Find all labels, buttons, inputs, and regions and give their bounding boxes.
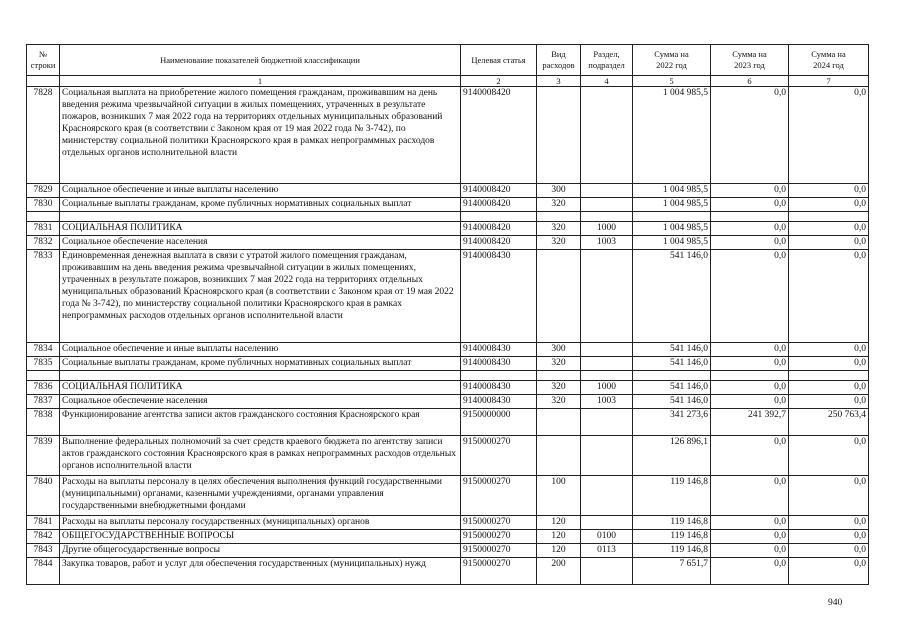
header-sum-2022: Сумма на 2022 год bbox=[633, 45, 711, 76]
table-row bbox=[27, 558, 869, 585]
row-sum-2024: 0,0 bbox=[789, 516, 869, 530]
row-target-article: 9150000270 bbox=[461, 436, 537, 476]
row-expense-type: 300 bbox=[537, 184, 581, 198]
row-name: СОЦИАЛЬНАЯ ПОЛИТИКА bbox=[60, 381, 461, 395]
row-expense-type bbox=[537, 87, 581, 184]
table-row bbox=[27, 250, 869, 343]
row-name: Социальные выплаты гражданам, кроме публичных нормативных социальных выплат bbox=[60, 198, 461, 212]
table-row bbox=[27, 222, 869, 236]
row-number: 7831 bbox=[27, 222, 60, 236]
row-section bbox=[581, 357, 633, 371]
spacer-cell bbox=[60, 371, 461, 381]
spacer-cell bbox=[461, 371, 537, 381]
spacer-cell bbox=[27, 371, 60, 381]
row-sum-2024: 0,0 bbox=[789, 343, 869, 357]
spacer-cell bbox=[581, 371, 633, 381]
header-row-number: № строки bbox=[27, 45, 60, 76]
row-sum-2023: 0,0 bbox=[711, 530, 789, 544]
row-sum-2023: 0,0 bbox=[711, 250, 789, 343]
row-number: 7836 bbox=[27, 381, 60, 395]
row-number: 7844 bbox=[27, 558, 60, 585]
header-row bbox=[27, 45, 869, 76]
row-sum-2024: 0,0 bbox=[789, 476, 869, 516]
row-target-article: 9150000000 bbox=[461, 409, 537, 436]
table-body bbox=[27, 87, 869, 585]
row-sum-2022: 1 004 985,5 bbox=[633, 87, 711, 184]
row-section bbox=[581, 436, 633, 476]
row-expense-type bbox=[537, 409, 581, 436]
row-expense-type: 320 bbox=[537, 198, 581, 212]
header-sum-2024: Сумма на 2024 год bbox=[789, 45, 869, 76]
row-number: 7841 bbox=[27, 516, 60, 530]
row-target-article: 9140008420 bbox=[461, 87, 537, 184]
row-sum-2024: 0,0 bbox=[789, 357, 869, 371]
row-sum-2024: 0,0 bbox=[789, 530, 869, 544]
row-target-article: 9140008430 bbox=[461, 381, 537, 395]
row-number: 7828 bbox=[27, 87, 60, 184]
spacer-row bbox=[27, 371, 869, 381]
row-section: 0100 bbox=[581, 530, 633, 544]
row-sum-2023: 0,0 bbox=[711, 476, 789, 516]
row-number: 7839 bbox=[27, 436, 60, 476]
row-sum-2024: 0,0 bbox=[789, 236, 869, 250]
row-sum-2024: 0,0 bbox=[789, 87, 869, 184]
row-section bbox=[581, 87, 633, 184]
column-number: 7 bbox=[789, 76, 869, 87]
table-row bbox=[27, 530, 869, 544]
row-expense-type: 200 bbox=[537, 558, 581, 585]
row-section bbox=[581, 476, 633, 516]
row-sum-2022: 119 146,8 bbox=[633, 530, 711, 544]
column-number: 1 bbox=[60, 76, 461, 87]
row-sum-2023: 0,0 bbox=[711, 381, 789, 395]
table-row bbox=[27, 357, 869, 371]
row-target-article: 9150000270 bbox=[461, 558, 537, 585]
spacer-row bbox=[27, 212, 869, 222]
row-sum-2022: 119 146,8 bbox=[633, 476, 711, 516]
row-sum-2022: 341 273,6 bbox=[633, 409, 711, 436]
row-sum-2022: 541 146,0 bbox=[633, 381, 711, 395]
row-expense-type: 320 bbox=[537, 222, 581, 236]
spacer-cell bbox=[581, 212, 633, 222]
table-row bbox=[27, 544, 869, 558]
spacer-cell bbox=[537, 212, 581, 222]
header-sum-2023: Сумма на 2023 год bbox=[711, 45, 789, 76]
row-sum-2023: 0,0 bbox=[711, 87, 789, 184]
row-sum-2022: 541 146,0 bbox=[633, 395, 711, 409]
row-name: Единовременная денежная выплата в связи с утратой жилого помещения гражданам, проживавшим на день введения режима чрезвычайной ситуации в жилых помещениях, утраченных в результате пожаров, возникших 7 мая 2022 года на территориях отдельных муниципальных образований Красноярского края (в соответствии с Законом края от 19 мая 2022 года № 3-742), по министерству социальной политики Красноярского края в рамках непрограммных расходов отдельных органов исполнительной власти bbox=[60, 250, 461, 343]
row-section: 1000 bbox=[581, 381, 633, 395]
header-name: Наименование показателей бюджетной классификации bbox=[60, 45, 461, 76]
row-sum-2024: 0,0 bbox=[789, 558, 869, 585]
row-sum-2024: 0,0 bbox=[789, 544, 869, 558]
row-sum-2023: 0,0 bbox=[711, 184, 789, 198]
row-section bbox=[581, 516, 633, 530]
spacer-cell bbox=[27, 212, 60, 222]
row-section: 0113 bbox=[581, 544, 633, 558]
row-sum-2023: 0,0 bbox=[711, 222, 789, 236]
row-number: 7840 bbox=[27, 476, 60, 516]
header-target-article: Целевая статья bbox=[461, 45, 537, 76]
row-name: Социальное обеспечение и иные выплаты населению bbox=[60, 184, 461, 198]
row-number: 7829 bbox=[27, 184, 60, 198]
row-name: Социальное обеспечение и иные выплаты населению bbox=[60, 343, 461, 357]
row-number: 7843 bbox=[27, 544, 60, 558]
column-number: 6 bbox=[711, 76, 789, 87]
row-name: Расходы на выплаты персоналу в целях обеспечения выполнения функций государственными (муниципальными) органами, казенными учреждениями, органами управления государственными внебюджетными фондами bbox=[60, 476, 461, 516]
spacer-cell bbox=[711, 371, 789, 381]
row-number: 7830 bbox=[27, 198, 60, 212]
table-row bbox=[27, 184, 869, 198]
table-row bbox=[27, 476, 869, 516]
row-name: Закупка товаров, работ и услуг для обеспечения государственных (муниципальных) нужд bbox=[60, 558, 461, 585]
row-sum-2023: 0,0 bbox=[711, 516, 789, 530]
table-row bbox=[27, 236, 869, 250]
row-expense-type: 100 bbox=[537, 476, 581, 516]
row-section bbox=[581, 558, 633, 585]
row-section bbox=[581, 198, 633, 212]
budget-table bbox=[26, 44, 869, 585]
spacer-cell bbox=[461, 212, 537, 222]
spacer-cell bbox=[633, 371, 711, 381]
row-sum-2023: 0,0 bbox=[711, 236, 789, 250]
row-number: 7832 bbox=[27, 236, 60, 250]
row-target-article: 9150000270 bbox=[461, 476, 537, 516]
spacer-cell bbox=[60, 212, 461, 222]
table-row bbox=[27, 343, 869, 357]
table-row bbox=[27, 436, 869, 476]
row-number: 7833 bbox=[27, 250, 60, 343]
row-sum-2023: 0,0 bbox=[711, 436, 789, 476]
row-expense-type: 120 bbox=[537, 544, 581, 558]
row-sum-2023: 0,0 bbox=[711, 558, 789, 585]
row-target-article: 9150000270 bbox=[461, 516, 537, 530]
row-target-article: 9140008420 bbox=[461, 222, 537, 236]
spacer-cell bbox=[537, 371, 581, 381]
row-expense-type bbox=[537, 436, 581, 476]
row-expense-type: 120 bbox=[537, 530, 581, 544]
table-row bbox=[27, 381, 869, 395]
row-section bbox=[581, 409, 633, 436]
row-sum-2024: 0,0 bbox=[789, 250, 869, 343]
page-number: 940 bbox=[828, 598, 843, 608]
row-section bbox=[581, 343, 633, 357]
row-section bbox=[581, 184, 633, 198]
row-target-article: 9140008430 bbox=[461, 357, 537, 371]
table-row bbox=[27, 409, 869, 436]
column-number-row bbox=[27, 76, 869, 87]
row-sum-2023: 0,0 bbox=[711, 198, 789, 212]
row-sum-2023: 241 392,7 bbox=[711, 409, 789, 436]
table-row bbox=[27, 198, 869, 212]
row-expense-type: 320 bbox=[537, 381, 581, 395]
row-sum-2024: 0,0 bbox=[789, 395, 869, 409]
spacer-cell bbox=[633, 212, 711, 222]
row-sum-2023: 0,0 bbox=[711, 343, 789, 357]
column-number: 5 bbox=[633, 76, 711, 87]
column-number bbox=[27, 76, 60, 87]
row-sum-2022: 126 896,1 bbox=[633, 436, 711, 476]
row-target-article: 9140008420 bbox=[461, 198, 537, 212]
row-sum-2024: 0,0 bbox=[789, 436, 869, 476]
row-target-article: 9140008430 bbox=[461, 343, 537, 357]
row-section: 1003 bbox=[581, 395, 633, 409]
row-name: Расходы на выплаты персоналу государственных (муниципальных) органов bbox=[60, 516, 461, 530]
budget-table-container bbox=[26, 44, 869, 585]
column-number: 2 bbox=[461, 76, 537, 87]
row-section: 1000 bbox=[581, 222, 633, 236]
row-sum-2022: 541 146,0 bbox=[633, 357, 711, 371]
row-target-article: 9150000270 bbox=[461, 530, 537, 544]
row-sum-2024: 0,0 bbox=[789, 198, 869, 212]
table-row bbox=[27, 395, 869, 409]
row-name: Социальное обеспечение населения bbox=[60, 395, 461, 409]
table-row bbox=[27, 516, 869, 530]
row-name: Выполнение федеральных полномочий за счет средств краевого бюджета по агентству записи актов гражданского состояния Красноярского края в рамках непрограммных расходов отдельных органов исполнительной власти bbox=[60, 436, 461, 476]
row-sum-2022: 1 004 985,5 bbox=[633, 222, 711, 236]
row-expense-type: 320 bbox=[537, 357, 581, 371]
row-sum-2022: 1 004 985,5 bbox=[633, 236, 711, 250]
spacer-cell bbox=[789, 212, 869, 222]
row-sum-2022: 119 146,8 bbox=[633, 516, 711, 530]
row-number: 7835 bbox=[27, 357, 60, 371]
row-name: Социальное обеспечение населения bbox=[60, 236, 461, 250]
row-sum-2023: 0,0 bbox=[711, 395, 789, 409]
row-target-article: 9140008420 bbox=[461, 236, 537, 250]
row-sum-2023: 0,0 bbox=[711, 544, 789, 558]
row-section: 1003 bbox=[581, 236, 633, 250]
header-expense-type: Вид расходов bbox=[537, 45, 581, 76]
row-target-article: 9140008430 bbox=[461, 250, 537, 343]
column-number: 3 bbox=[537, 76, 581, 87]
row-sum-2023: 0,0 bbox=[711, 357, 789, 371]
row-target-article: 9140008430 bbox=[461, 395, 537, 409]
row-expense-type: 300 bbox=[537, 343, 581, 357]
row-expense-type bbox=[537, 250, 581, 343]
row-sum-2024: 0,0 bbox=[789, 222, 869, 236]
row-sum-2024: 0,0 bbox=[789, 184, 869, 198]
table-row bbox=[27, 87, 869, 184]
row-sum-2022: 1 004 985,5 bbox=[633, 198, 711, 212]
row-name: ОБЩЕГОСУДАРСТВЕННЫЕ ВОПРОСЫ bbox=[60, 530, 461, 544]
row-sum-2022: 119 146,8 bbox=[633, 544, 711, 558]
row-sum-2024: 0,0 bbox=[789, 381, 869, 395]
row-sum-2022: 7 651,7 bbox=[633, 558, 711, 585]
row-section bbox=[581, 250, 633, 343]
row-sum-2022: 1 004 985,5 bbox=[633, 184, 711, 198]
column-number: 4 bbox=[581, 76, 633, 87]
row-number: 7834 bbox=[27, 343, 60, 357]
spacer-cell bbox=[789, 371, 869, 381]
row-expense-type: 120 bbox=[537, 516, 581, 530]
row-number: 7838 bbox=[27, 409, 60, 436]
row-number: 7842 bbox=[27, 530, 60, 544]
row-sum-2024: 250 763,4 bbox=[789, 409, 869, 436]
row-expense-type: 320 bbox=[537, 236, 581, 250]
row-sum-2022: 541 146,0 bbox=[633, 343, 711, 357]
spacer-cell bbox=[711, 212, 789, 222]
header-section: Раздел, подраздел bbox=[581, 45, 633, 76]
row-name: Другие общегосударственные вопросы bbox=[60, 544, 461, 558]
row-number: 7837 bbox=[27, 395, 60, 409]
row-expense-type: 320 bbox=[537, 395, 581, 409]
row-target-article: 9140008420 bbox=[461, 184, 537, 198]
row-name: СОЦИАЛЬНАЯ ПОЛИТИКА bbox=[60, 222, 461, 236]
row-name: Функционирование агентства записи актов гражданского состояния Красноярского края bbox=[60, 409, 461, 436]
row-sum-2022: 541 146,0 bbox=[633, 250, 711, 343]
row-name: Социальные выплаты гражданам, кроме публичных нормативных социальных выплат bbox=[60, 357, 461, 371]
row-target-article: 9150000270 bbox=[461, 544, 537, 558]
row-name: Социальная выплата на приобретение жилого помещения гражданам, проживавшим на день введения режима чрезвычайной ситуации в жилых помещениях, утраченных в результате пожаров, возникших 7 мая 2022 года на территориях отдельных муниципальных образований Красноярского края (в соответствии с Законом края от 19 мая 2022 года № 3-742), по министерству социальной политики Красноярского края в рамках непрограммных расходов отдельных органов исполнительной власти bbox=[60, 87, 461, 184]
